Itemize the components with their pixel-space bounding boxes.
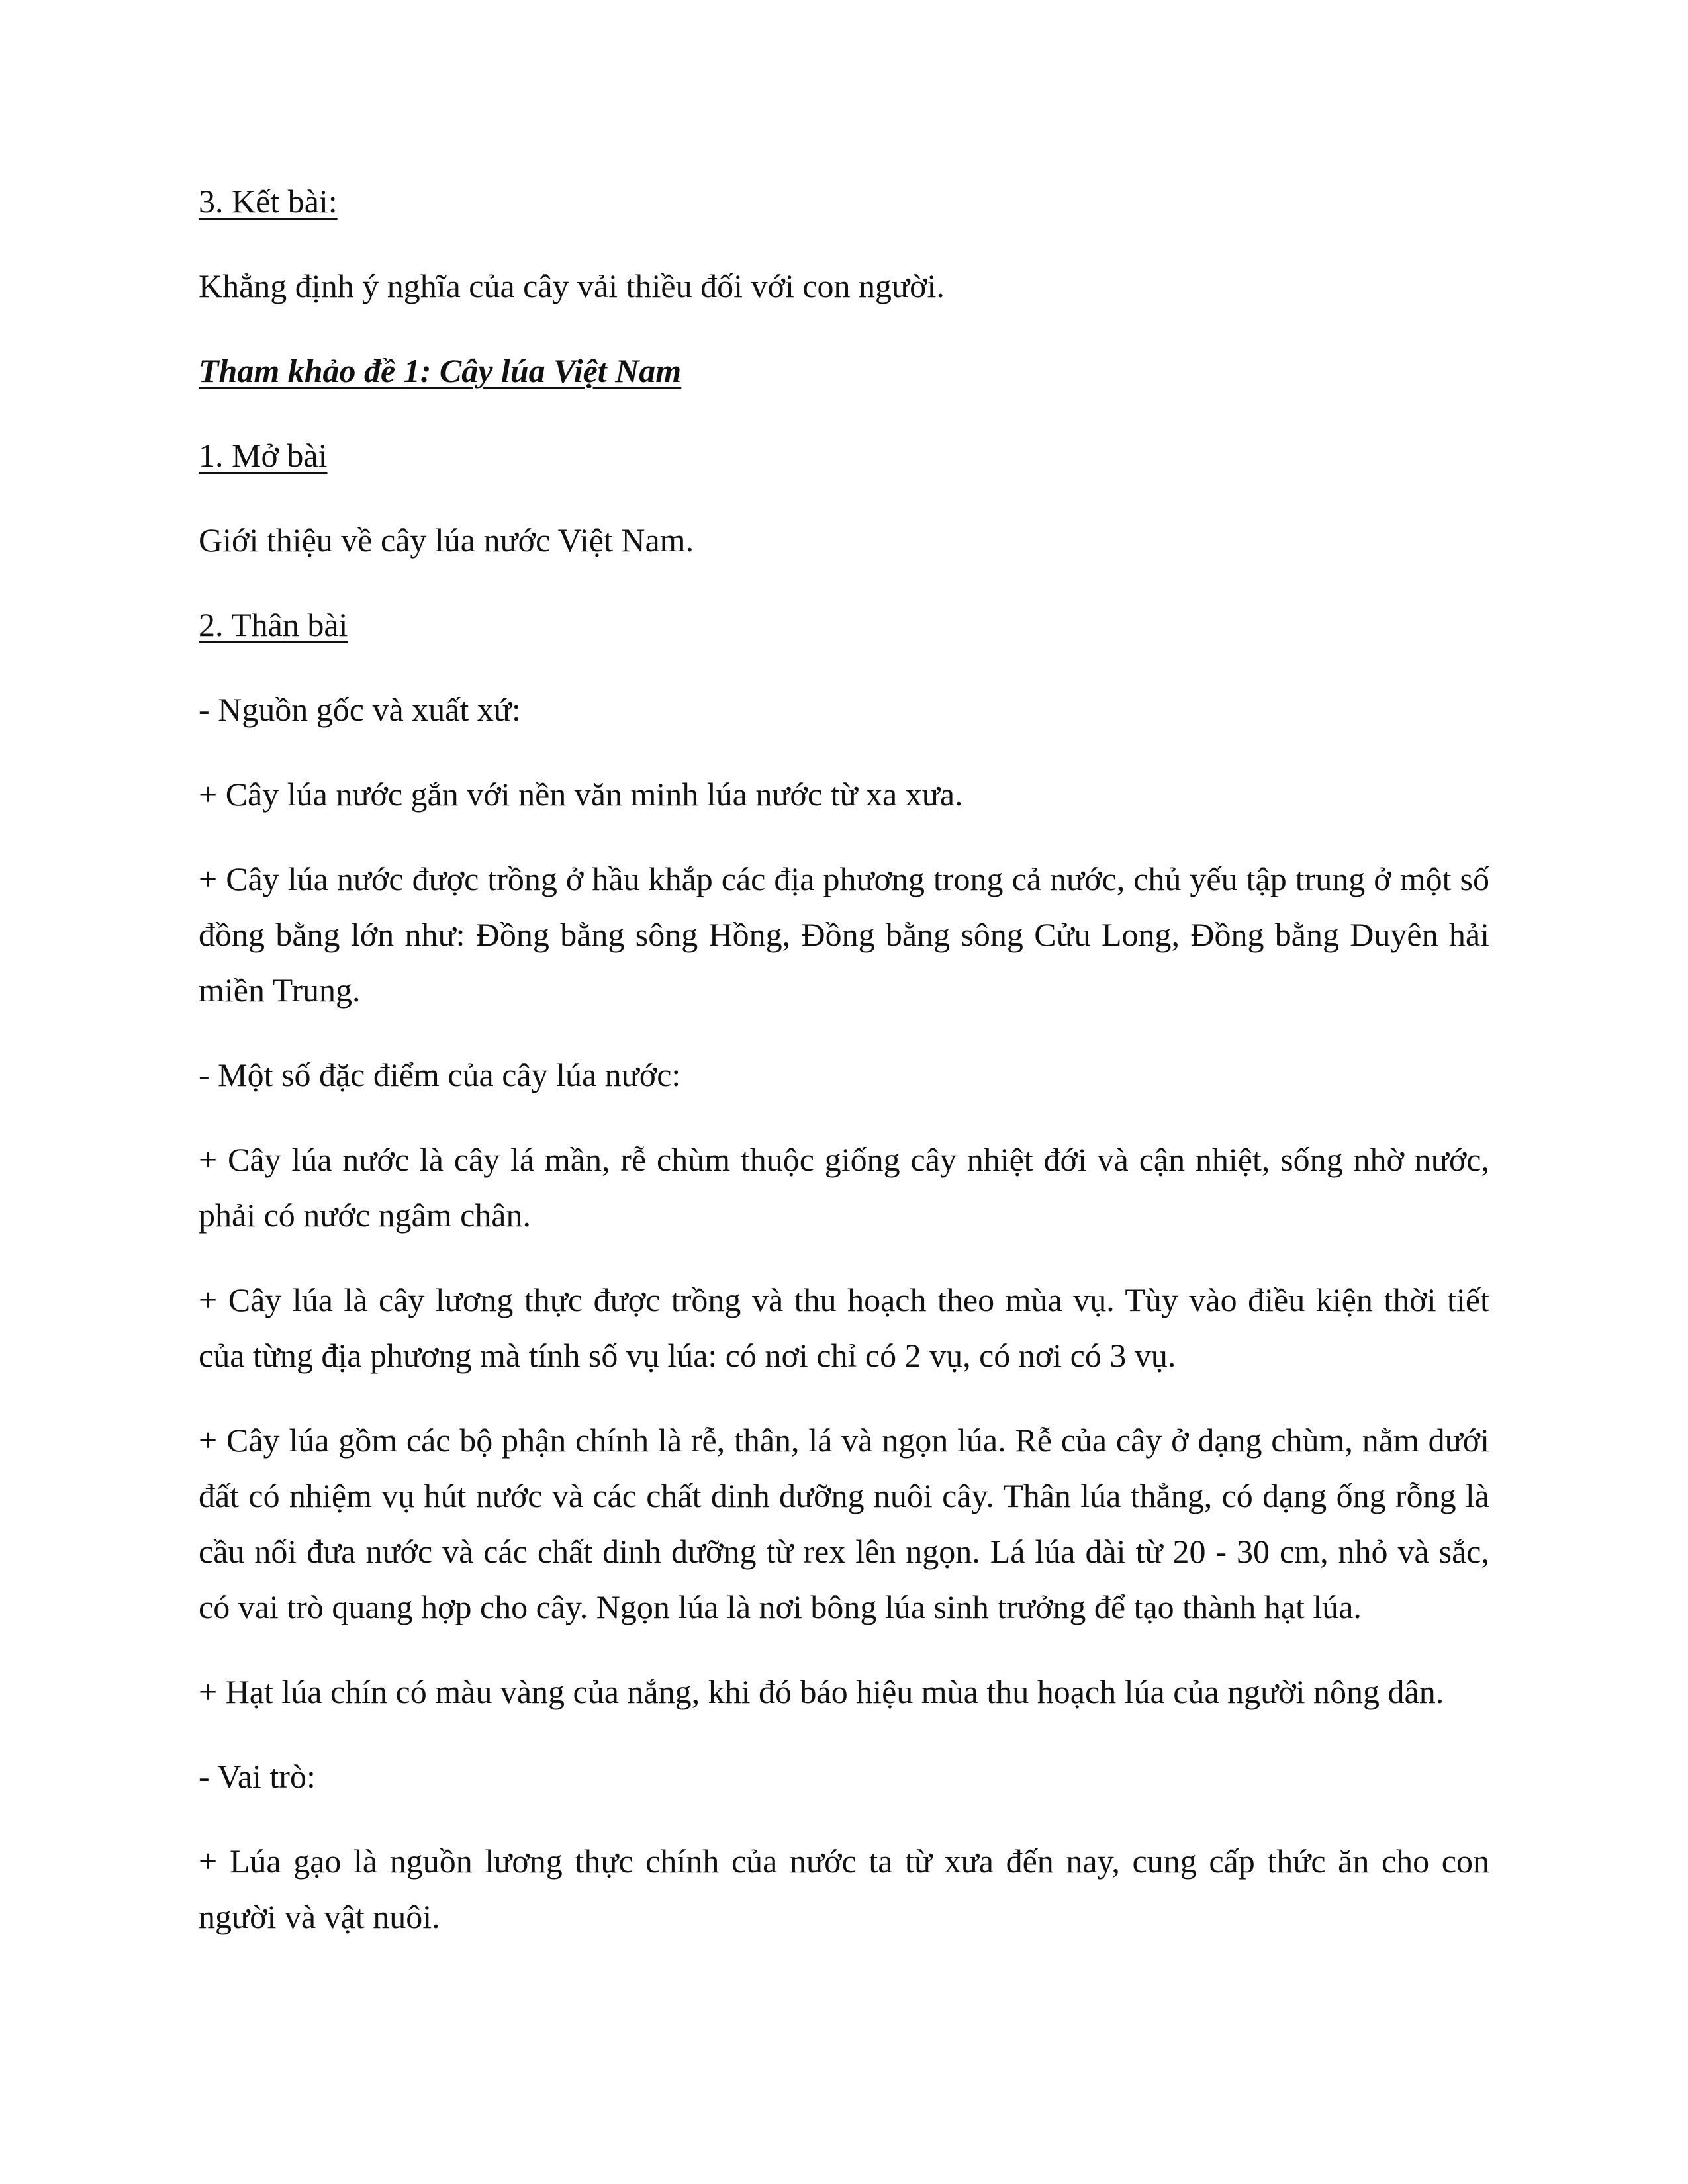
section-heading-body: 2. Thân bài <box>199 606 348 643</box>
paragraph: + Cây lúa nước là cây lá mần, rễ chùm thuộc giống cây nhiệt đới và cận nhiệt, sống nhờ nước, phải có nước ngâm chân. <box>199 1141 1489 1234</box>
paragraph: + Hạt lúa chín có màu vàng của nắng, khi đó báo hiệu mùa thu hoạch lúa của người nông dân. <box>199 1673 1444 1710</box>
reference-title: Tham khảo đề 1: Cây lúa Việt Nam <box>199 352 682 389</box>
paragraph: + Lúa gạo là nguồn lương thực chính của nước ta từ xưa đến nay, cung cấp thức ăn cho con người và vật nuôi. <box>199 1843 1489 1935</box>
section-heading-introduction: 1. Mở bài <box>199 437 328 474</box>
paragraph: + Cây lúa gồm các bộ phận chính là rễ, thân, lá và ngọn lúa. Rễ của cây ở dạng chùm, nằm dưới đất có nhiệm vụ hút nước và các chất dinh dưỡng nuôi cây. Thân lúa thẳng, có dạng ống rỗng là cầu nối đưa nước và các chất dinh dưỡng từ rex lên ngọn. Lá lúa dài từ 20 - 30 cm, nhỏ và sắc, có vai trò quang hợp cho cây. Ngọn lúa là nơi bông lúa sinh trưởng để tạo thành hạt lúa. <box>199 1422 1489 1625</box>
paragraph: + Cây lúa nước gắn với nền văn minh lúa nước từ xa xưa. <box>199 776 963 813</box>
paragraph: + Cây lúa là cây lương thực được trồng và thu hoạch theo mùa vụ. Tùy vào điều kiện thời tiết của từng địa phương mà tính số vụ lúa: có nơi chỉ có 2 vụ, có nơi có 3 vụ. <box>199 1281 1489 1374</box>
paragraph: - Vai trò: <box>199 1758 316 1795</box>
section-heading-conclusion: 3. Kết bài: <box>199 183 338 220</box>
paragraph: + Cây lúa nước được trồng ở hầu khắp các địa phương trong cả nước, chủ yếu tập trung ở một số đồng bằng lớn như: Đồng bằng sông Hồng, Đồng bằng sông Cửu Long, Đồng bằng Duyên hải miền Trung. <box>199 860 1489 1009</box>
paragraph: - Nguồn gốc và xuất xứ: <box>199 691 521 728</box>
paragraph: Giới thiệu về cây lúa nước Việt Nam. <box>199 522 694 559</box>
paragraph: Khẳng định ý nghĩa của cây vải thiều đối với con người. <box>199 267 945 304</box>
paragraph: - Một số đặc điểm của cây lúa nước: <box>199 1056 681 1093</box>
document-body <box>199 173 1489 1974</box>
